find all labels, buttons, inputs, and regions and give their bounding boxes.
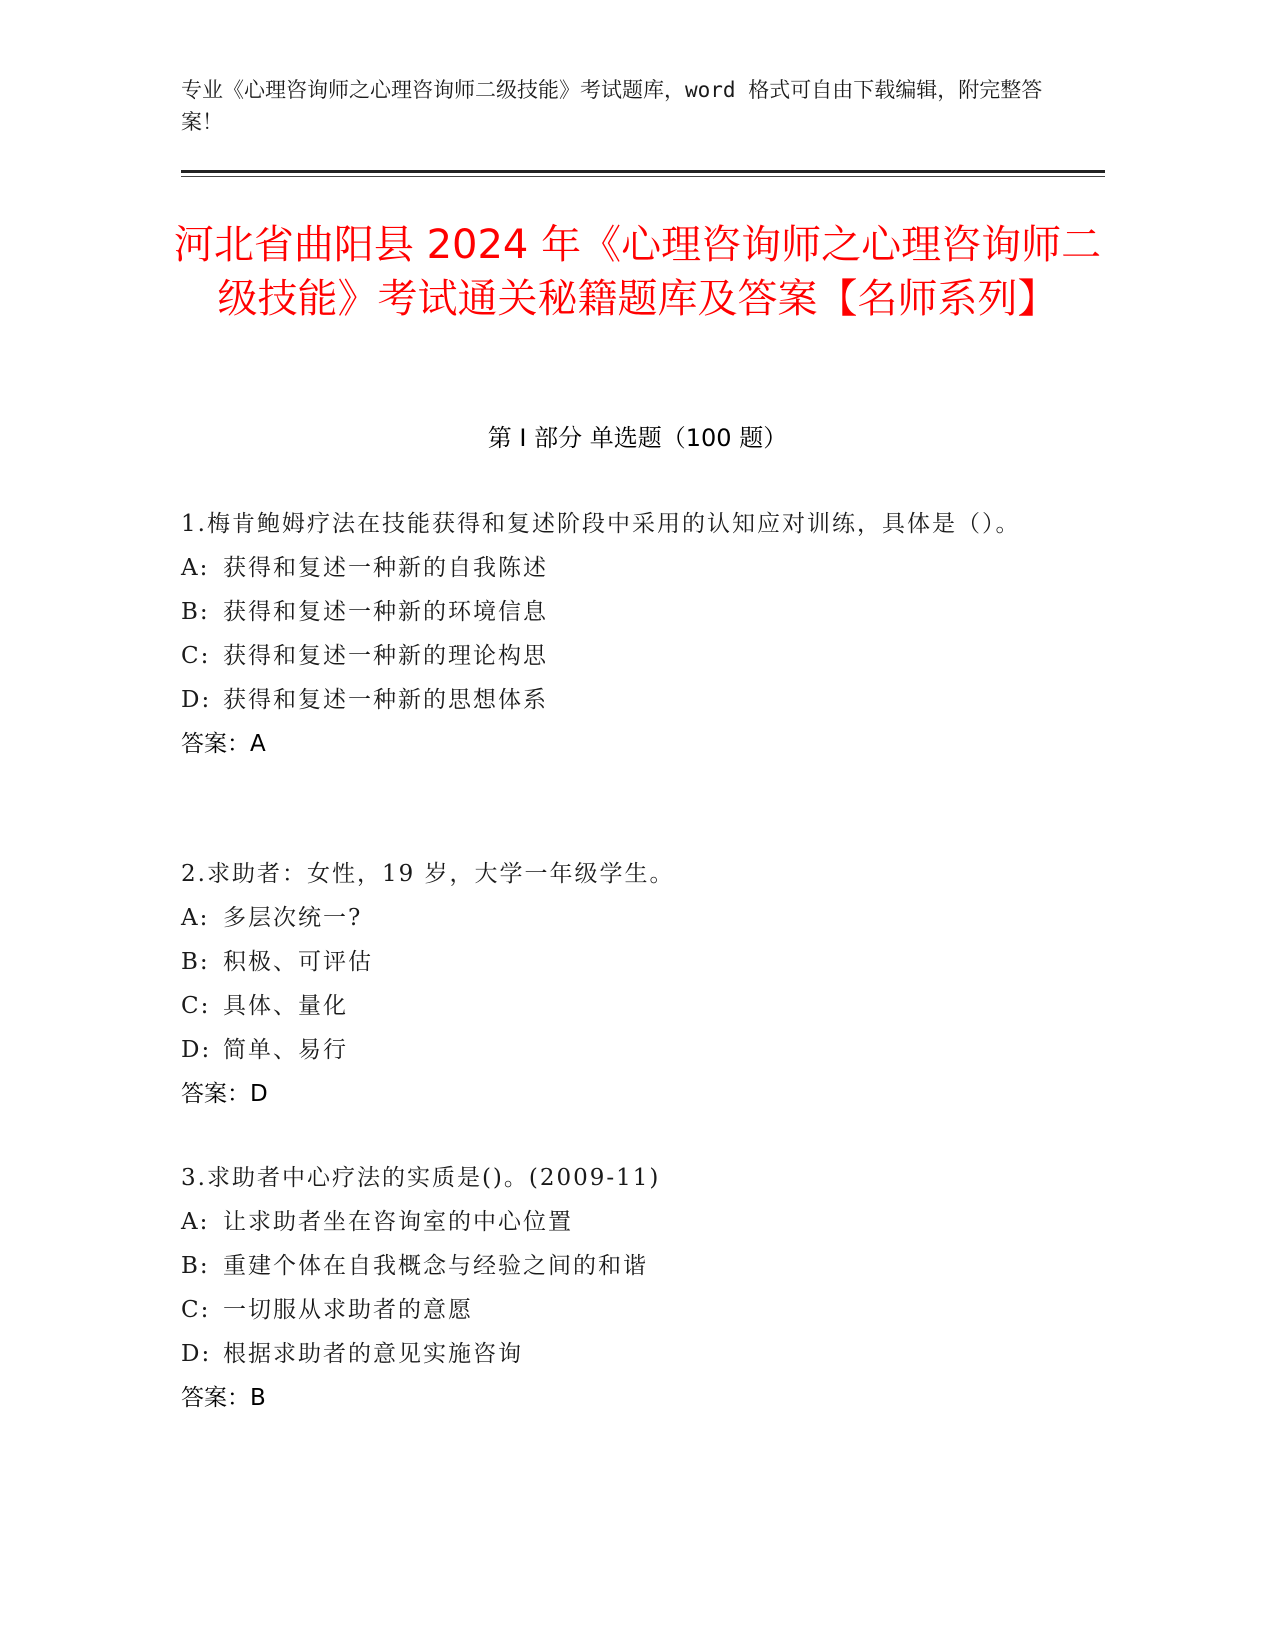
answer-line: 答案：D bbox=[181, 1081, 268, 1107]
option-text: 具体、量化 bbox=[223, 993, 348, 1019]
option-b bbox=[181, 940, 1051, 984]
document-title: 河北省曲阳县 2024 年《心理咨询师之心理咨询师二级技能》考试通关秘籍题库及答案【名师系列】 bbox=[173, 222, 1102, 322]
option-b bbox=[181, 590, 1051, 634]
question-text: 1.梅肯鲍姆疗法在技能获得和复述阶段中采用的认知应对训练，具体是（）。 bbox=[181, 511, 1021, 537]
option-text: 一切服从求助者的意愿 bbox=[223, 1297, 473, 1323]
header-rule-thin bbox=[181, 176, 1105, 177]
option-text: 获得和复述一种新的思想体系 bbox=[223, 687, 548, 713]
option-letter: D: bbox=[181, 1037, 212, 1063]
option-letter: A: bbox=[181, 555, 210, 581]
header-rule-thick bbox=[181, 170, 1105, 173]
answer-line: 答案：B bbox=[181, 1385, 266, 1411]
option-text: 积极、可评估 bbox=[223, 949, 373, 975]
answer-line: 答案：A bbox=[181, 731, 266, 757]
option-a bbox=[181, 896, 1051, 940]
option-text: 让求助者坐在咨询室的中心位置 bbox=[223, 1209, 573, 1235]
option-d bbox=[181, 1332, 1051, 1376]
section-heading: 第 I 部分 单选题（100 题） bbox=[487, 424, 788, 452]
option-text: 获得和复述一种新的自我陈述 bbox=[223, 555, 548, 581]
option-text: 获得和复述一种新的环境信息 bbox=[223, 599, 548, 625]
option-a bbox=[181, 1200, 1051, 1244]
option-letter: D: bbox=[181, 687, 212, 713]
option-a bbox=[181, 546, 1051, 590]
option-letter: C: bbox=[181, 1297, 211, 1323]
option-letter: A: bbox=[181, 905, 210, 931]
option-letter: B: bbox=[181, 949, 210, 975]
option-d bbox=[181, 678, 1051, 722]
option-c bbox=[181, 984, 1051, 1028]
header-note: 专业《心理咨询师之心理咨询师二级技能》考试题库，word 格式可自由下载编辑，附完整答案！ bbox=[181, 78, 1043, 134]
question-1 bbox=[181, 502, 1051, 766]
option-letter: B: bbox=[181, 1253, 210, 1279]
option-letter: A: bbox=[181, 1209, 210, 1235]
option-letter: B: bbox=[181, 599, 210, 625]
option-letter: C: bbox=[181, 643, 211, 669]
option-d bbox=[181, 1028, 1051, 1072]
option-text: 多层次统一? bbox=[223, 905, 363, 931]
question-text: 3.求助者中心疗法的实质是()。(2009-11) bbox=[181, 1165, 661, 1191]
question-text: 2.求助者：女性，19 岁，大学一年级学生。 bbox=[181, 861, 675, 887]
question-3 bbox=[181, 1156, 1051, 1420]
question-2 bbox=[181, 852, 1051, 1116]
option-letter: D: bbox=[181, 1341, 212, 1367]
option-text: 简单、易行 bbox=[223, 1037, 348, 1063]
option-c bbox=[181, 1288, 1051, 1332]
option-text: 根据求助者的意见实施咨询 bbox=[223, 1341, 523, 1367]
option-c bbox=[181, 634, 1051, 678]
option-b bbox=[181, 1244, 1051, 1288]
option-letter: C: bbox=[181, 993, 211, 1019]
option-text: 获得和复述一种新的理论构思 bbox=[223, 643, 548, 669]
option-text: 重建个体在自我概念与经验之间的和谐 bbox=[223, 1253, 648, 1279]
